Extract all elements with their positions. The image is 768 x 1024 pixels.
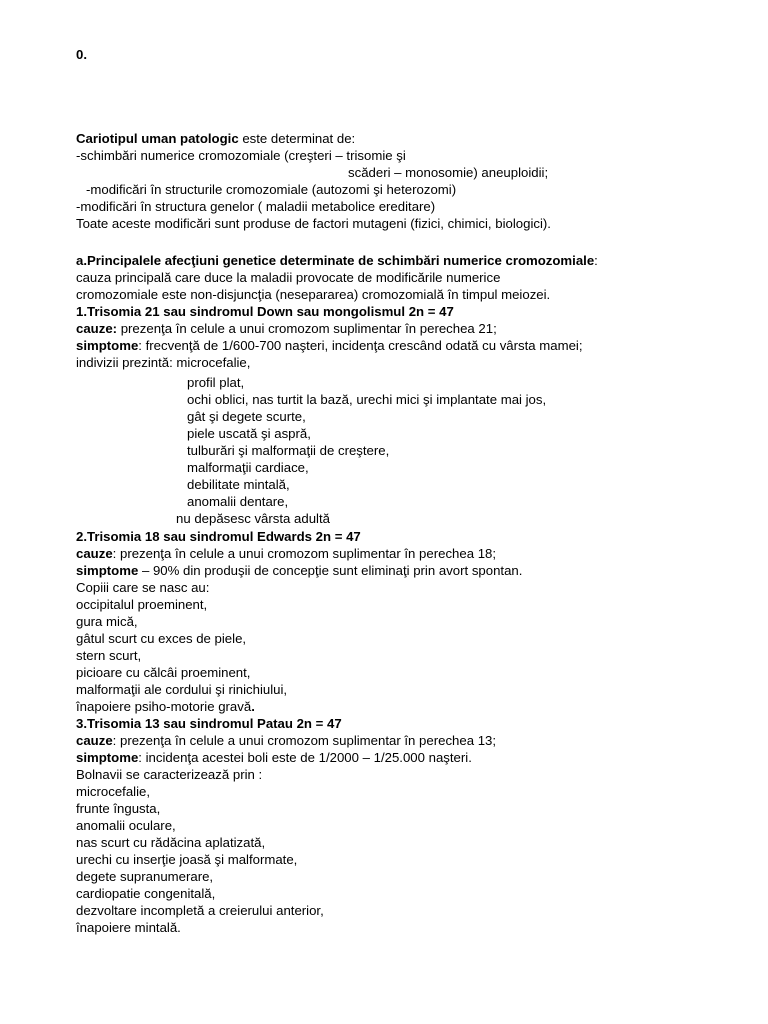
list-item: gâtul scurt cu exces de piele, xyxy=(76,631,247,646)
list-item: cardiopatie congenitală, xyxy=(76,886,216,901)
intro-line-3: -modificări în structurile cromozomiale (autozomi şi heterozomi) xyxy=(86,182,457,197)
trisomy21-simptome-text: : frecvenţă de 1/600-700 naşteri, incidenţa crescând odată cu vârsta mamei; xyxy=(138,338,583,353)
trisomy18-cauze-label: cauze xyxy=(76,546,113,561)
trisomy21-intro: indivizii prezintă: microcefalie, xyxy=(76,355,251,370)
list-item: profil plat, xyxy=(187,375,245,390)
trisomy18-cauze-line xyxy=(76,545,496,562)
trisomy18-last: înapoiere psiho-motorie gravă xyxy=(76,699,252,714)
trisomy18-intro: Copiii care se nasc au: xyxy=(76,580,210,595)
trisomy18-simptome-line xyxy=(76,562,522,579)
list-item: dezvoltare incompletă a creierului anterior, xyxy=(76,903,324,918)
list-item: debilitate mintală, xyxy=(187,477,290,492)
trisomy18-cauze-text: : prezenţa în celule a unui cromozom suplimentar în perechea 18; xyxy=(112,546,497,561)
list-item: înapoiere mintală. xyxy=(76,920,181,935)
list-item: stern scurt, xyxy=(76,648,142,663)
trisomy13-simptome-line xyxy=(76,749,472,766)
trisomy13-simptome-label: simptome xyxy=(76,750,139,765)
trisomy13-title: 3.Trisomia 13 sau sindromul Patau 2n = 47 xyxy=(76,716,342,731)
trisomy13-cauze-label: cauze xyxy=(76,733,113,748)
list-item: gura mică, xyxy=(76,614,138,629)
list-item: tulburări şi malformaţii de creştere, xyxy=(187,443,390,458)
intro-title-rest: este determinat de: xyxy=(238,131,356,146)
intro-line-5: Toate aceste modificări sunt produse de factori mutageni (fizici, chimici, biologici). xyxy=(76,216,551,231)
section-a-title-colon: : xyxy=(594,253,598,268)
trisomy18-simptome-text: – 90% din produşii de concepţie sunt eliminaţi prin avort spontan. xyxy=(138,563,523,578)
intro-line-2: scăderi – monosomie) aneuploidii; xyxy=(348,165,549,180)
section-a-title: a.Principalele afecţiuni genetice determinate de schimbări numerice cromozomiale xyxy=(76,253,595,268)
list-item: ochi oblici, nas turtit la bază, urechi mici şi implantate mai jos, xyxy=(187,392,547,407)
section-a-line-1: cauza principală care duce la maladii provocate de modificările numerice xyxy=(76,270,501,285)
list-item: malformaţii ale cordului şi rinichiului, xyxy=(76,682,288,697)
trisomy18-last-dot: . xyxy=(251,699,255,714)
list-item: microcefalie, xyxy=(76,784,151,799)
trisomy21-simptome-line xyxy=(76,337,583,354)
trisomy18-title: 2.Trisomia 18 sau sindromul Edwards 2n = 47 xyxy=(76,529,361,544)
trisomy18-simptome-label: simptome xyxy=(76,563,139,578)
trisomy21-simptome-label: simptome xyxy=(76,338,139,353)
trisomy21-title: 1.Trisomia 21 sau sindromul Down sau mongolismul 2n = 47 xyxy=(76,304,454,319)
intro-title-line xyxy=(76,130,355,147)
trisomy13-cauze-line xyxy=(76,732,496,749)
trisomy13-intro: Bolnavii se caracterizează prin : xyxy=(76,767,263,782)
intro-title-bold: Cariotipul uman patologic xyxy=(76,131,239,146)
trisomy21-last: nu depăsesc vârsta adultă xyxy=(176,511,330,526)
intro-line-1: -schimbări numerice cromozomiale (creşteri – trisomie şi xyxy=(76,148,406,163)
list-item: picioare cu călcâi proeminent, xyxy=(76,665,251,680)
heading-number: 0. xyxy=(76,47,87,62)
trisomy21-cauze-text: prezenţa în celule a unui cromozom suplimentar în perechea 21; xyxy=(117,321,497,336)
list-item: occipitalul proeminent, xyxy=(76,597,208,612)
intro-line-4: -modificări în structura genelor ( maladii metabolice ereditare) xyxy=(76,199,436,214)
list-item: degete supranumerare, xyxy=(76,869,214,884)
list-item: urechi cu inserţie joasă şi malformate, xyxy=(76,852,298,867)
trisomy21-cauze-line xyxy=(76,320,497,337)
trisomy13-cauze-text: : prezenţa în celule a unui cromozom suplimentar în perechea 13; xyxy=(112,733,497,748)
list-item: anomalii oculare, xyxy=(76,818,176,833)
trisomy21-cauze-label: cauze: xyxy=(76,321,118,336)
list-item: piele uscată şi aspră, xyxy=(187,426,311,441)
section-a-title-line xyxy=(76,252,598,269)
list-item: nas scurt cu rădăcina aplatizată, xyxy=(76,835,266,850)
trisomy18-last-line xyxy=(76,698,255,715)
trisomy13-simptome-text: : incidenţa acestei boli este de 1/2000 – 1/25.000 naşteri. xyxy=(138,750,472,765)
list-item: frunte îngusta, xyxy=(76,801,161,816)
section-a-line-2: cromozomiale este non-disjuncţia (nesepararea) cromozomială în timpul meiozei. xyxy=(76,287,551,302)
list-item: anomalii dentare, xyxy=(187,494,289,509)
list-item: gât şi degete scurte, xyxy=(187,409,306,424)
list-item: malformaţii cardiace, xyxy=(187,460,309,475)
